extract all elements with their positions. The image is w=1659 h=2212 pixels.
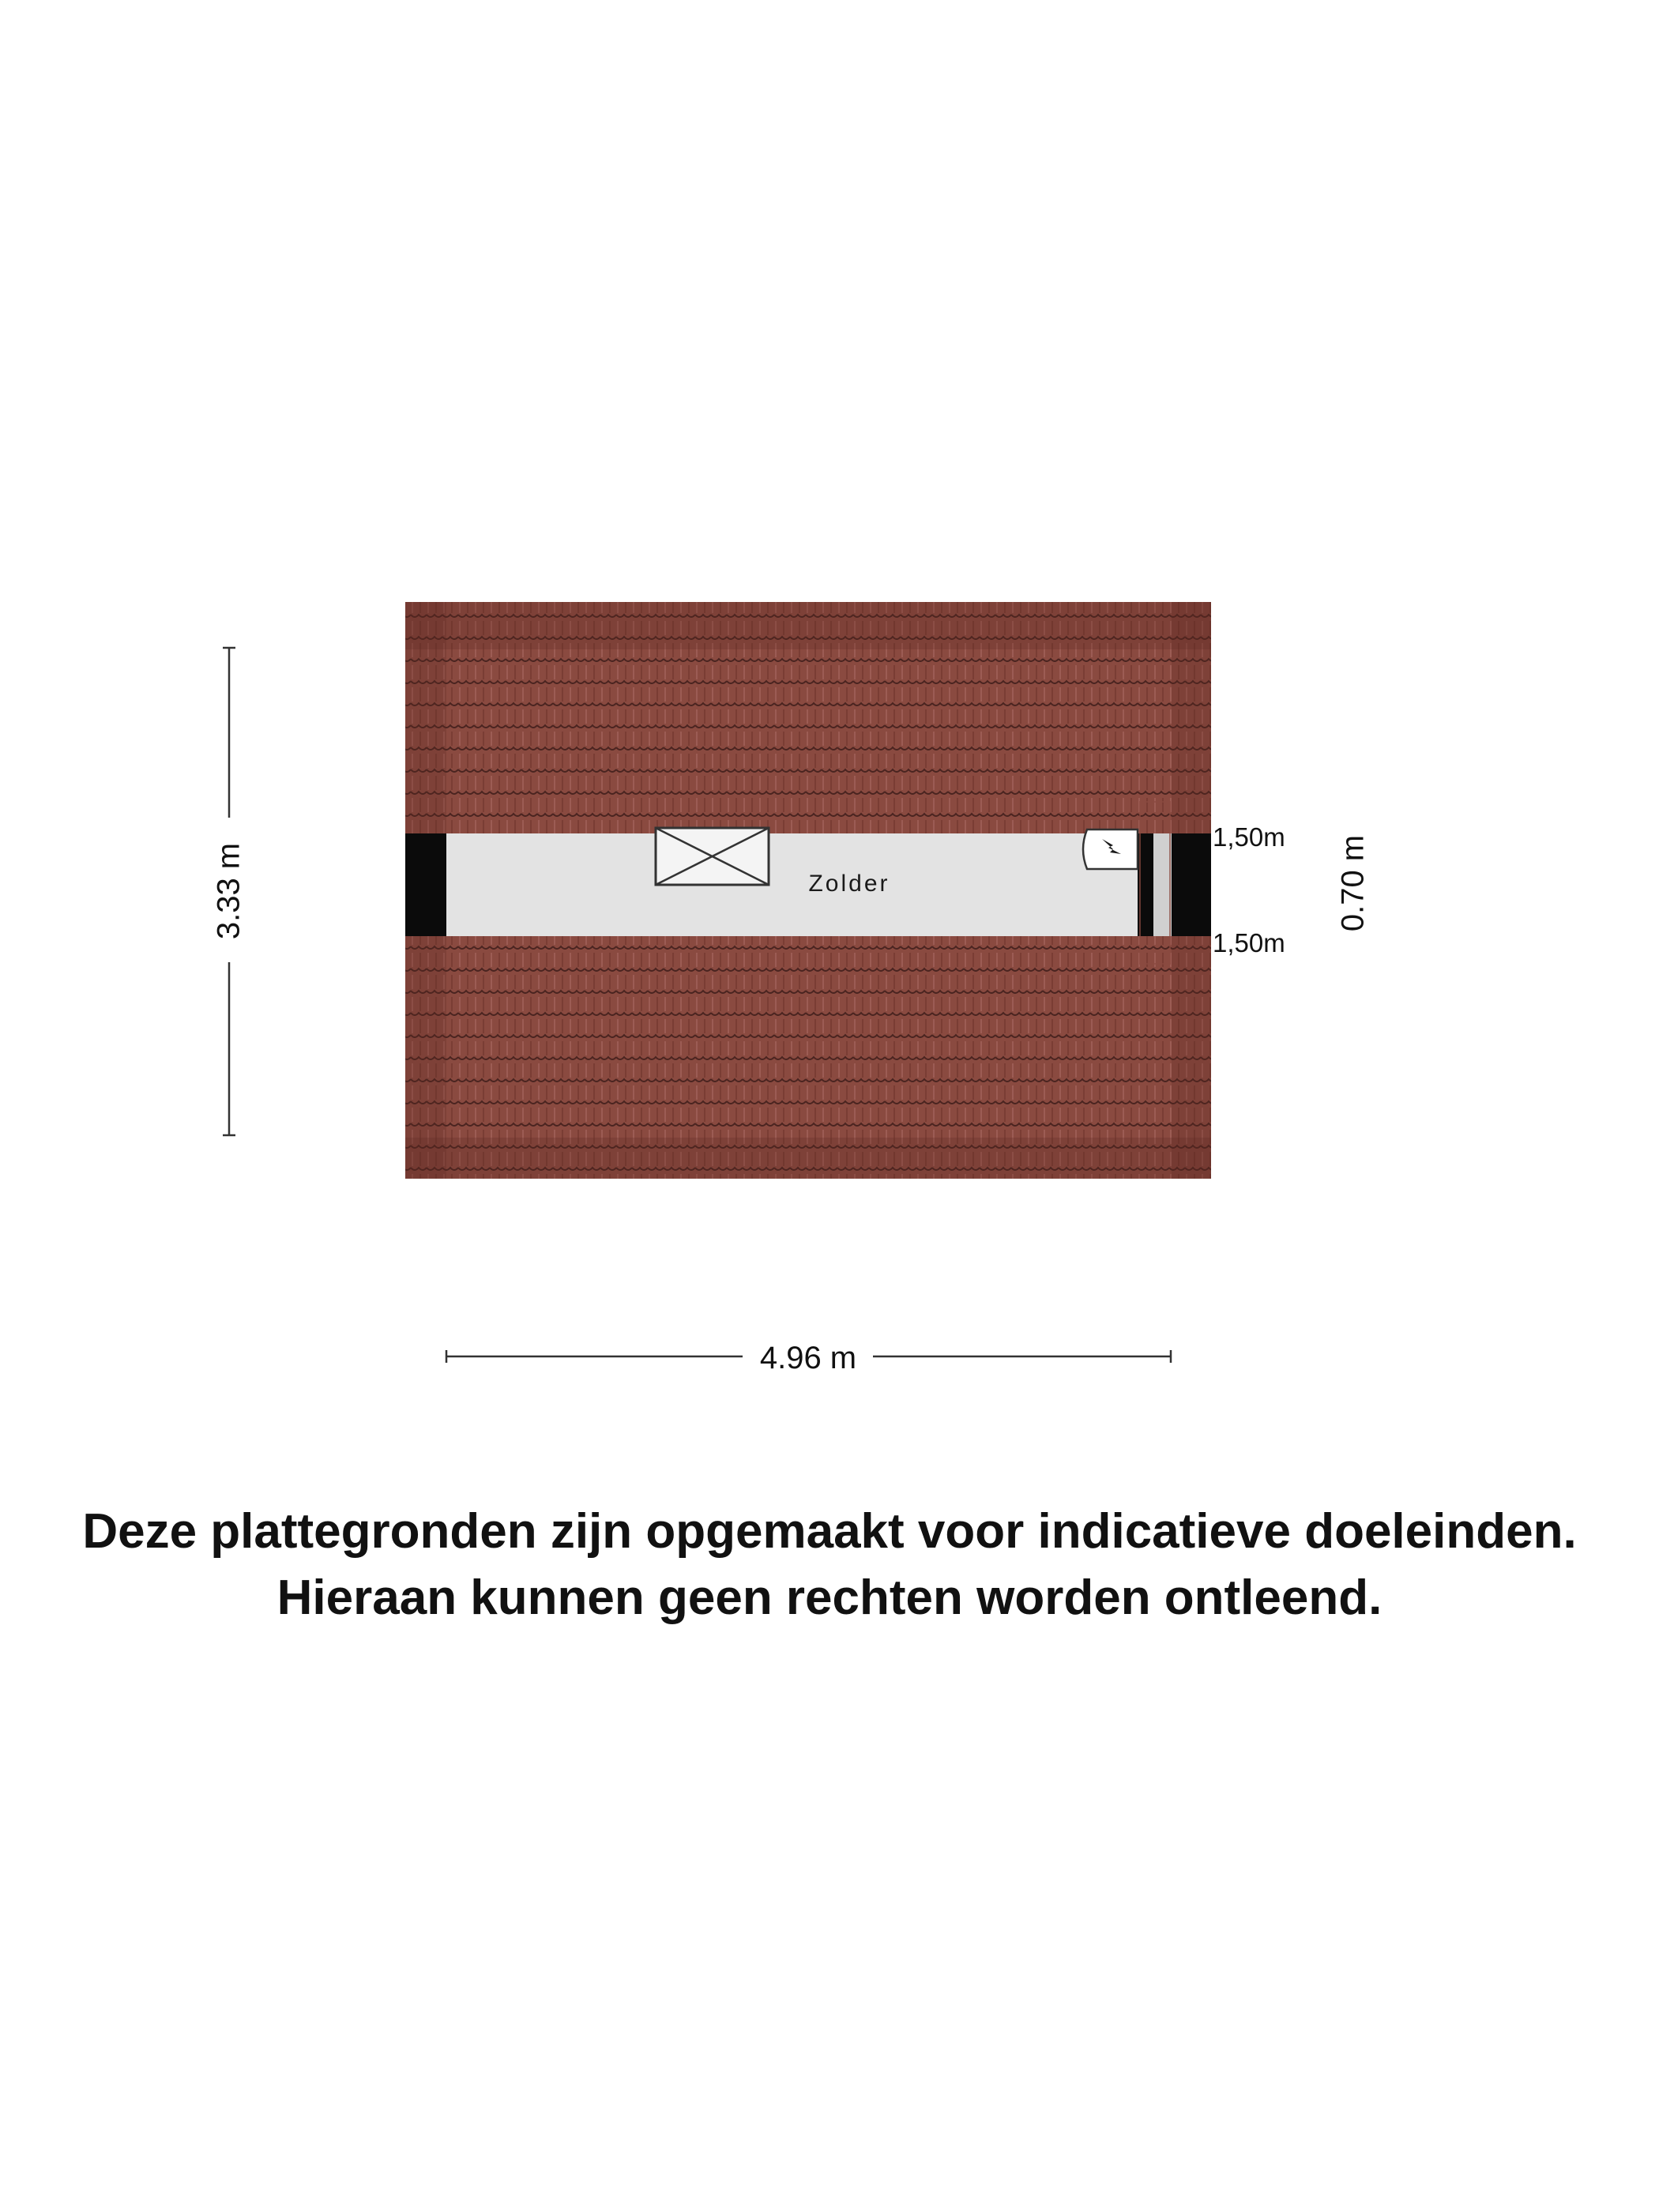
attic-floor bbox=[446, 833, 1138, 936]
height-label-top: 1,50m bbox=[1213, 822, 1285, 852]
disclaimer-line-1: Deze plattegronden zijn opgemaakt voor indicatieve doeleinden. bbox=[82, 1504, 1577, 1559]
roof-top bbox=[405, 602, 1211, 833]
disclaimer bbox=[0, 1499, 1659, 1631]
depth-dimension bbox=[212, 648, 246, 1135]
chimney-shaft bbox=[1153, 833, 1172, 936]
wall-left bbox=[405, 833, 446, 936]
roof-bottom bbox=[405, 936, 1211, 1179]
width-dimension bbox=[446, 1341, 1171, 1375]
disclaimer-line-2: Hieraan kunnen geen rechten worden ontleend. bbox=[276, 1571, 1382, 1625]
opening-dimension-label: 0.70 m bbox=[1335, 834, 1371, 932]
height-label-bottom: 1,50m bbox=[1213, 928, 1285, 957]
boiler-unit bbox=[1083, 830, 1138, 869]
roof-hatch bbox=[656, 828, 769, 885]
wall-right-outer bbox=[1172, 833, 1211, 936]
width-dimension-label: 4.96 m bbox=[759, 1341, 857, 1375]
room-label: Zolder bbox=[808, 871, 890, 897]
depth-dimension-label: 3.33 m bbox=[211, 842, 246, 940]
